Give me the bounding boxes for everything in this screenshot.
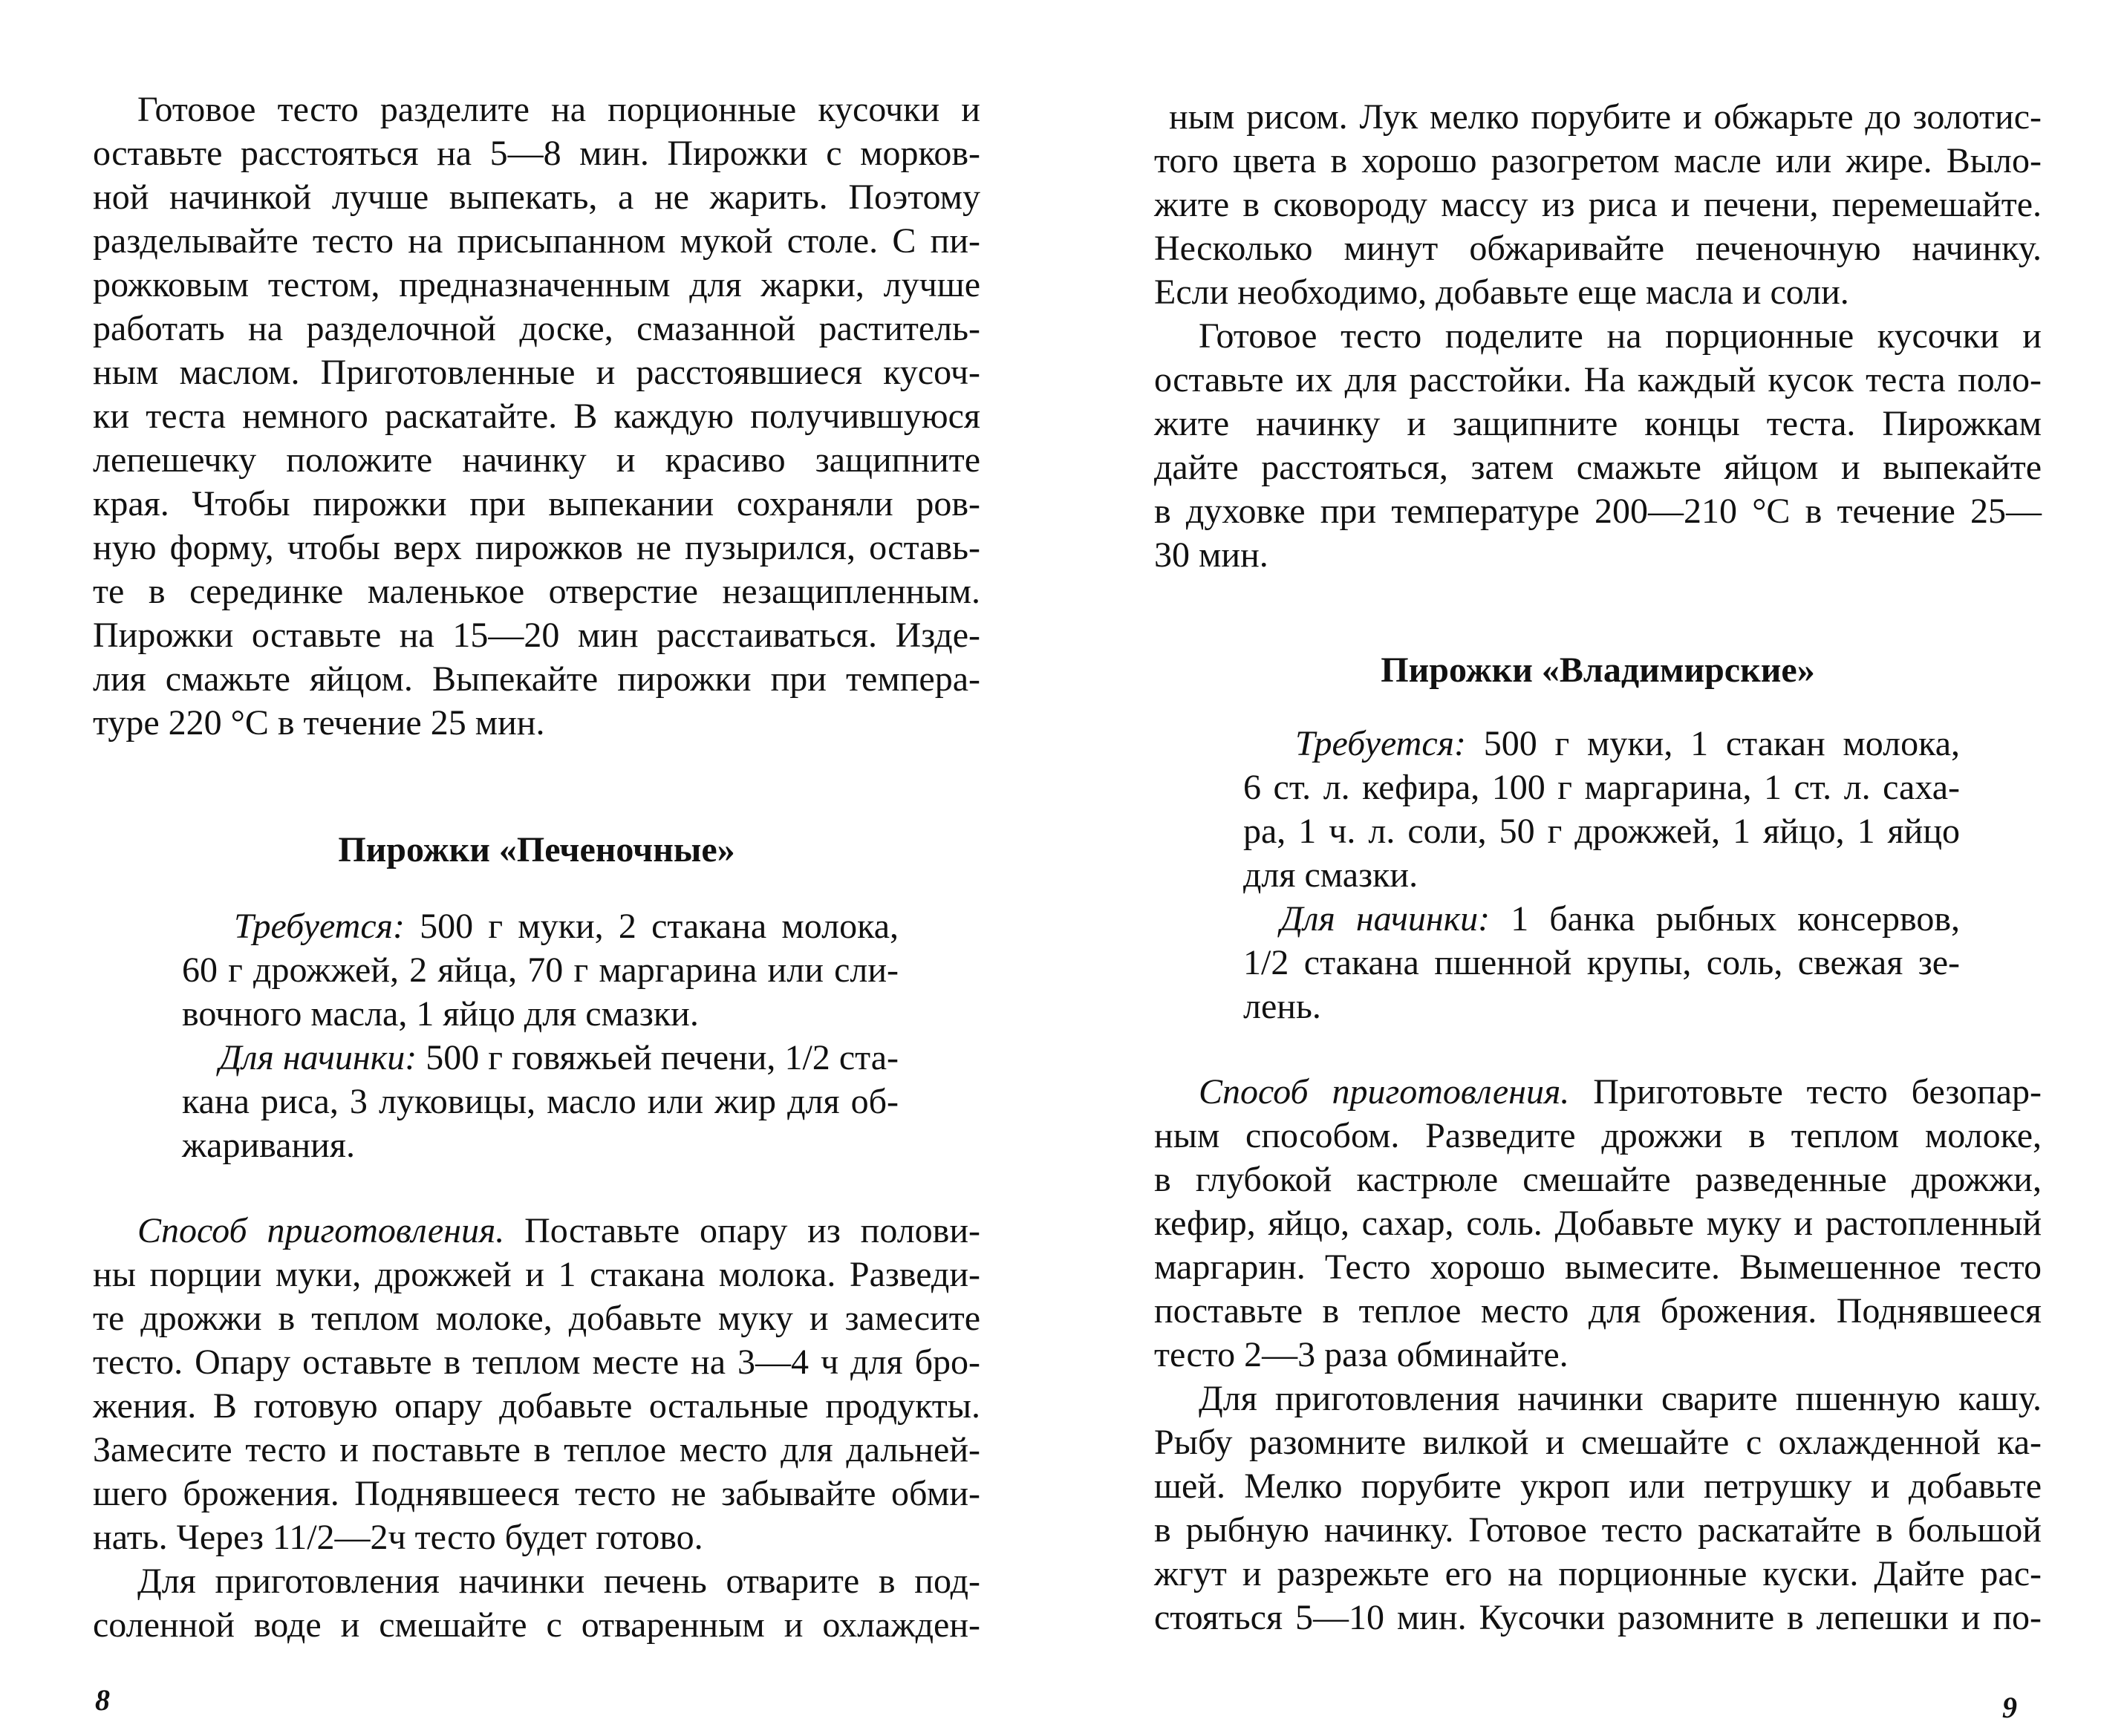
method-line: маргарин. Тесто хорошо вымесите. Вымешенное тесто [1154,1247,2042,1287]
method-line [93,1209,980,1253]
left-text-column [93,88,980,1647]
method-line: в глубокой кастрюле смешайте разведенные дрожжи, [1154,1160,2042,1199]
text-line: стояться 5—10 мин. Кусочки разомните в лепешки и по- [1154,1598,2042,1637]
text-line: в духовке при температуре 200—210 °С в течение 25— [1154,492,2042,531]
right-continued-paragraph [1154,95,2042,314]
text-line: те в серединке маленькое отверстие незащипленным. [93,572,980,611]
method-label: Способ приготовления. [1199,1072,1570,1112]
method-text: Поставьте опару из полови- [524,1211,981,1250]
requires-text: 500 г муки, 1 стакан молока, [1483,724,1961,763]
text-line: ки теста немного раскатайте. В каждую получившуюся [93,397,980,436]
text-line: жгут и разрежьте его на порционные куски. Дайте рас- [1154,1554,2042,1593]
filling-text: 1 банка рыбных консервов, [1511,899,1961,939]
requires-line: для смазки. [1243,855,1418,895]
text-line: лия смажьте яйцом. Выпекайте пирожки при темпера- [93,659,980,699]
text-line: 30 мин. [1154,535,1268,575]
filling-line: кана риса, 3 луковицы, масло или жир для об- [182,1082,899,1121]
spacer [93,745,980,828]
text-line: оставьте расстояться на 5—8 мин. Пирожки с морков- [93,134,980,173]
method-line: шего брожения. Поднявшееся тесто не забывайте обми- [93,1474,980,1513]
recipe-title: Пирожки «Печеночные» [338,830,735,869]
text-line: рожковым тестом, предназначенным для жарки, лучше [93,265,980,304]
spacer [93,1167,980,1209]
right-page [1050,0,2101,1736]
filling-line [93,1036,980,1080]
text-line: оставьте их для расстойки. На каждый кусок теста поло- [1154,360,2042,399]
requires-line [93,904,980,948]
text-line: того цвета в хорошо разогретом масле или жире. Выло- [1154,141,2042,180]
left-filling-paragraph [93,1559,980,1647]
method-line: кефир, яйцо, сахар, соль. Добавьте муку и растопленный [1154,1204,2042,1243]
text-line: ным маслом. Приготовленные и расстоявшиеся кусоч- [93,353,980,392]
spacer [93,872,980,904]
text-line: Пирожки оставьте на 15—20 мин расстаиваться. Изде- [93,616,980,655]
text-line: ным рисом. Лук мелко порубите и обжарьте до золотис- [1169,97,2042,137]
right-method-paragraph [1154,1070,2042,1377]
spacer [1154,1028,2042,1070]
requires-line: 6 ст. л. кефира, 100 г маргарина, 1 ст. л. саха- [1243,768,1960,807]
text-line: лепешечку положите начинку и красиво защипните [93,440,980,480]
page-number-left: 8 [95,1683,110,1717]
text-line: края. Чтобы пирожки при выпекании сохраняли ров- [93,484,980,523]
text-line: Для приготовления начинки сварите пшенную кашу. [1199,1379,2042,1418]
left-requirements-block [93,904,980,1167]
text-line: Несколько минут обжаривайте печеночную начинку. [1154,229,2042,268]
method-text: Приготовьте тесто безопар- [1593,1072,2042,1112]
spacer [1154,692,2042,722]
text-line: в рыбную начинку. Готовое тесто раскатайте в большой [1154,1510,2042,1550]
recipe-title: Пирожки «Владимирские» [1381,650,1815,690]
method-line: ным способом. Разведите дрожжи в теплом молоке, [1154,1116,2042,1155]
text-line: работать на разделочной доске, смазанной раститель- [93,309,980,348]
right-text-column [1154,95,2042,1639]
filling-label: Для начинки: [219,1038,417,1077]
right-filling-paragraph [1154,1377,2042,1639]
requires-text: 500 г муки, 2 стакана молока, [420,907,899,946]
method-line: Замесите тесто и поставьте в теплое место для дальней- [93,1430,980,1469]
requires-line: 60 г дрожжей, 2 яйца, 70 г маргарина или сли- [182,950,899,990]
filling-line [1154,897,2042,941]
spacer [1154,577,2042,648]
filling-text: 500 г говяжьей печени, 1/2 ста- [426,1038,899,1077]
method-line: тесто. Опару оставьте в теплом месте на 3—4 ч для бро- [93,1342,980,1382]
text-line: ную форму, чтобы верх пирожков не пузырился, оставь- [93,528,980,567]
filling-line: жаривания. [182,1126,355,1165]
method-line: нать. Через 11/2—2ч тесто будет готово. [93,1518,703,1557]
method-line: те дрожжи в теплом молоке, добавьте муку и замесите [93,1299,980,1338]
text-line: Рыбу разомните вилкой и смешайте с охлажденной ка- [1154,1423,2042,1462]
left-page [0,0,1050,1736]
filling-line: лень. [1243,987,1321,1026]
method-line: ны порции муки, дрожжей и 1 стакана молока. Разведи- [93,1255,980,1294]
text-line: дайте расстояться, затем смажьте яйцом и выпекайте [1154,448,2042,487]
requires-label: Требуется: [234,907,405,946]
text-line: Готовое тесто поделите на порционные кусочки и [1199,316,2042,356]
text-line: разделывайте тесто на присыпанном мукой столе. С пи- [93,221,980,261]
text-line: жите начинку и защипните концы теста. Пирожкам [1154,404,2042,443]
text-line: туре 220 °С в течение 25 мин. [93,703,545,743]
method-line [1154,1070,2042,1114]
right-requirements-block [1154,722,2042,1028]
requires-label: Требуется: [1295,724,1466,763]
left-method-paragraph [93,1209,980,1559]
requires-line: вочного масла, 1 яйцо для смазки. [182,994,699,1034]
text-line: шей. Мелко порубите укроп или петрушку и добавьте [1154,1466,2042,1506]
requires-line [1154,722,2042,766]
text-line: соленной воде и смешайте с отваренным и охлажден- [93,1605,980,1645]
method-label: Способ приготовления. [137,1211,505,1250]
right-dough-paragraph [1154,314,2042,577]
text-line: Для приготовления начинки печень отварите в под- [137,1562,980,1601]
method-line: тесто 2—3 раза обминайте. [1154,1335,1569,1374]
method-line: поставьте в теплое место для брожения. Поднявшееся [1154,1291,2042,1331]
method-line: жения. В готовую опару добавьте остальные продукты. [93,1386,980,1426]
page-number-right: 9 [2002,1691,2017,1724]
text-line: ной начинкой лучше выпекать, а не жарить. Поэтому [93,177,980,217]
left-intro-paragraph [93,88,980,745]
requires-line: ра, 1 ч. л. соли, 50 г дрожжей, 1 яйцо, 1 яйцо [1243,812,1960,851]
text-line: жите в сковороду массу из риса и печени, перемешайте. [1154,185,2042,224]
filling-label: Для начинки: [1280,899,1491,939]
text-line: Готовое тесто разделите на порционные кусочки и [137,90,980,129]
text-line: Если необходимо, добавьте еще масла и соли. [1154,273,1849,312]
filling-line: 1/2 стакана пшенной крупы, соль, свежая зе- [1243,943,1960,982]
